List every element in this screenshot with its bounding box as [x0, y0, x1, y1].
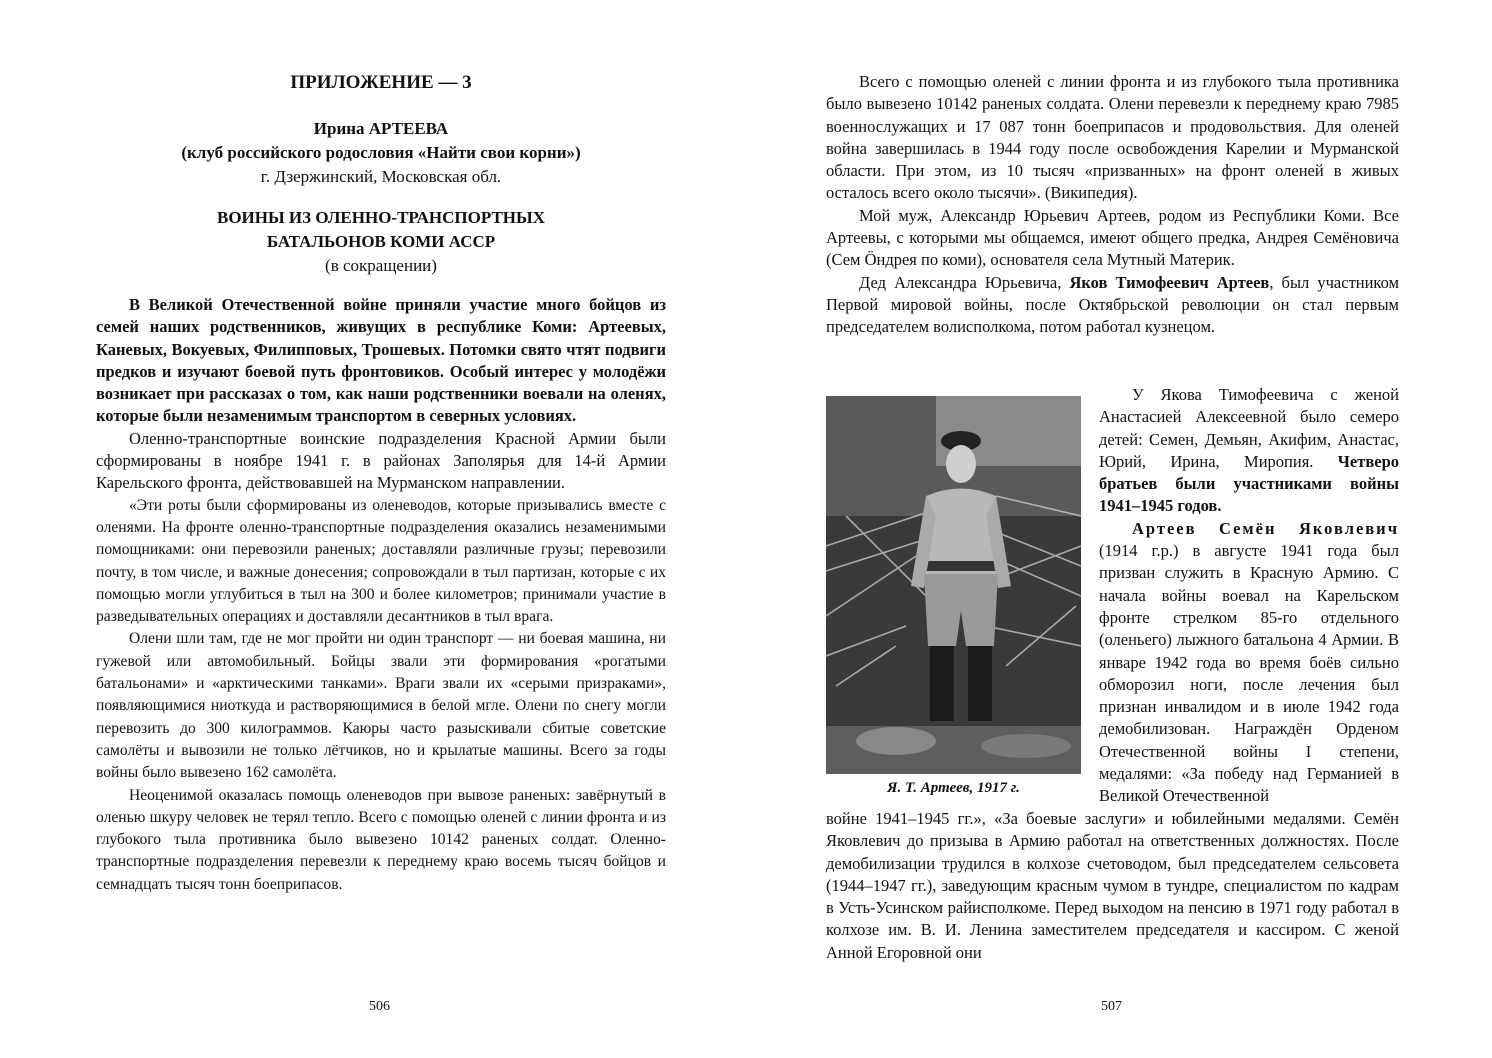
- article-title-line1: ВОИНЫ ИЗ ОЛЕННО-ТРАНСПОРТНЫХ: [216, 208, 545, 227]
- paragraph: Олени шли там, где не мог пройти ни один транспорт — ни боевая машина, ни гужевой или автомобильный. Бойцы звали эти формирования «рогатыми батальонами» и «арктическими танками». Враги звали их «серыми призраками», появляющимися ниоткуда и растворяющимися в белой мгле. Олени по снегу могли перевозить до 300 килограммов. Каюры часто разыскивали сбитые советские самолёты и вывозили не только лётчиков, но и крылатые машины. Всего за годы войны было вывезено 162 самолёта.: [96, 630, 666, 782]
- right-body-top: [826, 71, 1399, 339]
- paragraph: Мой муж, Александр Юрьевич Артеев, родом из Республики Коми. Все Артеевы, с которыми мы общаемся, имеют общего предка, Андрея Семёновича (Сем Öндрея по коми), основателя села Мутный Материк.: [826, 205, 1399, 270]
- right-body-bottom: [826, 808, 1399, 964]
- text-span: У Якова Тимофеевича с женой Анастасией Алексеевной было семеро детей: Семен, Демьян, Акифим, Анастас, Юрий, Ирина, Миропия.: [1099, 385, 1399, 471]
- author-name: Ирина АРТЕЕВА: [313, 119, 449, 138]
- soldier-portrait-photo: [826, 396, 1081, 774]
- page-number-left: 506: [369, 999, 390, 1014]
- portrait-figure: [826, 396, 1081, 797]
- right-page: [746, 0, 1492, 1058]
- paragraph: [1099, 518, 1399, 808]
- paragraph: [1099, 384, 1399, 518]
- left-body: [96, 294, 666, 896]
- text-span: (1914 г.р.) в августе 1941 года был призван служить в Красную Армию. С начала войны воевал на Карельском фронте стрелком 85-го отдельного (оленьего) лыжного батальона 4 Армии. В январе 1942 года во время боёв сильно обморозил ноги, после лечения был признан инвалидом и в июле 1942 года демобилизован. Награждён Орденом Отечественной войны I степени, медалями: «За победу над Германией в Великой Отечественной: [1099, 541, 1399, 806]
- person-name: Яков Тимофеевич Артеев: [1069, 272, 1270, 292]
- paragraph: [826, 272, 1399, 339]
- right-body-wrap: [1099, 384, 1399, 808]
- author-club: (клуб российского родословия «Найти свои корни»): [181, 143, 581, 162]
- paragraph: Оленно-транспортные воинские подразделения Красной Армии были сформированы в ноябре 1941 г. в районах Заполярья для 14-й Армии Карельского фронта, действовавшей на Мурманском направлении.: [96, 428, 666, 493]
- article-title-line2: БАТАЛЬОНОВ КОМИ АССР: [266, 232, 496, 251]
- author-city: г. Дзержинский, Московская обл.: [260, 167, 502, 186]
- paragraph: Всего с помощью оленей с линии фронта и из глубокого тыла противника было вывезено 10142 раненых солдата. Олени перевезли к переднему краю 7985 военнослужащих и 17 087 тонн боеприпасов и продовольствия. Для оленей война завершилась в 1944 году после освобождения Карелии и Мурманской области. При этом, из 10 тысяч «призванных» на фронт оленей в живых осталось всего около тысячи». (Википедия).: [826, 72, 1399, 203]
- article-title-note: (в сокращении): [325, 256, 437, 275]
- quote-paragraph: «Эти роты были сформированы из оленеводов, которые призывались вместе с оленями. На фронте оленно-транспортные подразделения оказались незаменимыми помощниками: они перевозили раненых; доставляли различные грузы; перевозили почту, в том числе, и важные донесения; сопровождали в тыл партизан, которые с их помощью могли углубиться в тыл на 300 и более километров; принимали участие в разведывательных операциях и доставляли десантников в тыл врага.: [96, 496, 666, 626]
- text-span: Дед Александра Юрьевича,: [859, 272, 1070, 292]
- photo-caption: Я. Т. Артеев, 1917 г.: [887, 780, 1020, 796]
- appendix-heading: ПРИЛОЖЕНИЕ — 3: [290, 72, 472, 93]
- bold-statement: Четверо братьев были участниками войны 1941–1945 годов.: [1099, 451, 1399, 516]
- paragraph: Неоценимой оказалась помощь оленеводов при вывозе раненых: завёрнутый в оленью шкуру человек не терял тепло. Всего с помощью оленей с линии фронта и из глубокого тыла противника было вывезено 10142 раненых солдат. Оленно-транспортные подразделения перевезли к переднему краю восемь тысяч бойцов и семнадцать тысяч тонн боеприпасов.: [96, 786, 666, 893]
- text-span: , был участником Первой мировой войны, после Октябрьской революции он стал первым председателем волисполкома, потом работал кузнецом.: [826, 272, 1399, 337]
- paragraph-continuation: войне 1941–1945 гг.», «За боевые заслуги» и юбилейными медалями. Семён Яковлевич до призыва в Армию работал на ответственных должностях. После демобилизации трудился в колхозе счетоводом, был председателем сельсовета (1944–1947 гг.), заведующим красным чумом в тундре, специалистом по кадрам в Усть-Усинском райисполкоме. Перед выходом на пенсию в 1971 году работал в колхозе им. В. И. Ленина заместителем председателя и кассиром. С женой Анной Егоровной они: [826, 809, 1399, 962]
- person-name: Артеев Семён Яковлевич: [1132, 518, 1399, 538]
- intro-paragraph: В Великой Отечественной войне приняли участие много бойцов из семей наших родственников, живущих в республике Коми: Артеевых, Каневых, Вокуевых, Филипповых, Трошевых. Потомки свято чтят подвиги предков и изучают боевой путь фронтовиков. Особый интерес у молодёжи возникает при рассказах о том, как наши родственники воевали на оленях, которые были незаменимым транспортом в северных условиях.: [96, 295, 666, 426]
- page-number-right: 507: [1101, 999, 1122, 1014]
- article-title: [96, 206, 666, 278]
- author-block: [96, 117, 666, 189]
